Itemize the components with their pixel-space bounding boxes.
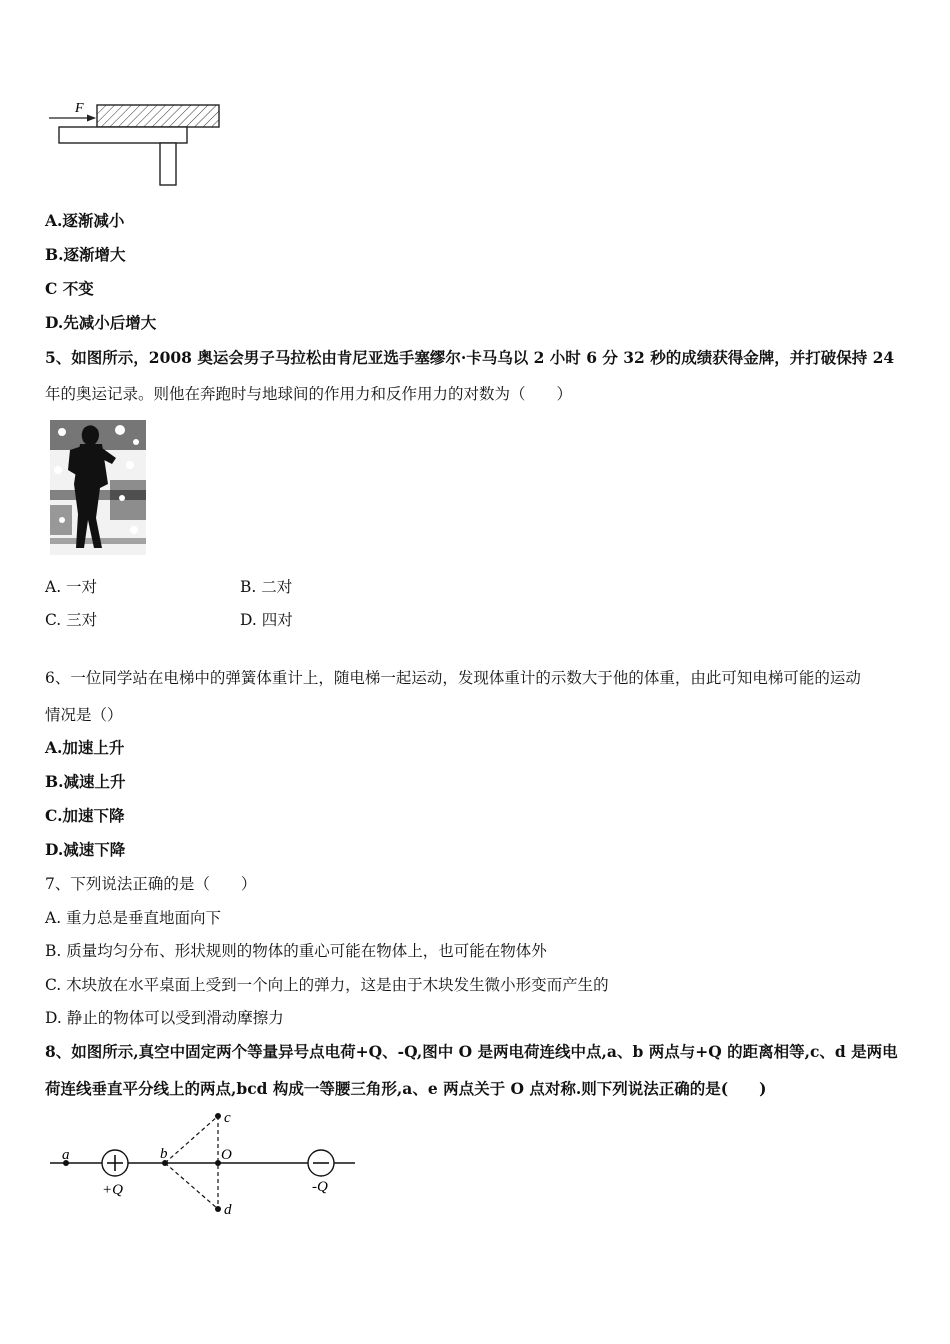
q5-option-a: A. 一对: [45, 578, 98, 596]
q6-stem-line2: 情况是（）: [45, 706, 123, 724]
q6-option-d: D.减速下降: [45, 840, 126, 859]
label-O: O: [221, 1147, 232, 1163]
force-label: F: [75, 101, 84, 116]
q6-option-c: C.加速下降: [45, 806, 125, 825]
point-c: [215, 1113, 221, 1119]
label-plus-q: +Q: [102, 1182, 123, 1198]
q6-option-b: B.减速上升: [45, 772, 126, 791]
q4-option-c: C 不变: [45, 279, 94, 298]
q5-option-c: C. 三对: [45, 611, 98, 629]
q7-option-b: B. 质量均匀分布、形状规则的物体的重心可能在物体上，也可能在物体外: [45, 942, 547, 960]
point-d: [215, 1206, 221, 1212]
hatched-block: [97, 105, 219, 127]
q5-stem-line2: 年的奥运记录。则他在奔跑时与地球间的作用力和反作用力的对数为（ ）: [45, 385, 573, 403]
label-a: a: [62, 1147, 70, 1163]
q7-option-a: A. 重力总是垂直地面向下: [45, 909, 222, 927]
q4-option-a: A.逐渐减小: [45, 211, 125, 230]
q7-option-d: D. 静止的物体可以受到滑动摩擦力: [45, 1009, 284, 1027]
q4-option-b: B.逐渐增大: [45, 245, 126, 264]
label-minus-q: -Q: [312, 1179, 328, 1195]
dashed-bc: [165, 1116, 218, 1163]
label-d: d: [224, 1202, 232, 1218]
label-b: b: [160, 1146, 168, 1162]
dashed-bd: [165, 1163, 218, 1209]
q6-stem-line1: 6、一位同学站在电梯中的弹簧体重计上，随电梯一起运动，发现体重计的示数大于他的体重，由此可知电梯可能的运动: [45, 669, 861, 687]
marathon-runner-photo: [50, 420, 146, 555]
support-post: [160, 143, 176, 185]
q8-stem-line1: 8、如图所示,真空中固定两个等量异号点电荷+Q、-Q,图中 O 是两电荷连线中点,a、b 两点与+Q 的距离相等,c、d 是两电: [45, 1042, 898, 1061]
block-plank-figure: [45, 98, 230, 190]
q7-option-c: C. 木块放在水平桌面上受到一个向上的弹力，这是由于木块发生微小形变而产生的: [45, 976, 609, 994]
arrow-head-icon: [87, 115, 96, 122]
q5-option-b: B. 二对: [240, 578, 293, 596]
label-c: c: [224, 1110, 231, 1126]
q6-option-a: A.加速上升: [45, 738, 125, 757]
q7-stem: 7、下列说法正确的是（ ）: [45, 875, 257, 893]
charges-figure: [45, 1108, 365, 1220]
q8-stem-line2: 荷连线垂直平分线上的两点,bcd 构成一等腰三角形,a、e 两点关于 O 点对称.则下列说法正确的是( ): [45, 1079, 767, 1098]
q5-stem-line1: 5、如图所示，2008 奥运会男子马拉松由肯尼亚选手塞缪尔·卡马乌以 2 小时 6 分 32 秒的成绩获得金牌，并打破保持 24: [45, 348, 895, 367]
plank: [59, 127, 187, 143]
q5-option-d: D. 四对: [240, 611, 293, 629]
q4-option-d: D.先减小后增大: [45, 313, 157, 332]
